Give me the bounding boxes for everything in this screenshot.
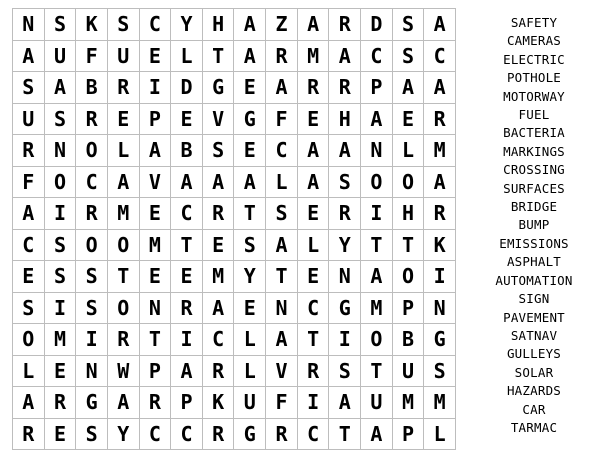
grid-cell[interactable]: S <box>424 356 456 388</box>
grid-cell[interactable]: E <box>234 135 266 167</box>
grid-cell[interactable]: O <box>76 230 108 262</box>
grid-cell[interactable]: R <box>203 419 235 451</box>
grid-cell[interactable]: T <box>171 230 203 262</box>
grid-cell[interactable]: C <box>298 293 330 325</box>
grid-cell[interactable]: H <box>393 198 425 230</box>
grid-cell[interactable]: Y <box>108 419 140 451</box>
grid-cell[interactable]: E <box>45 419 77 451</box>
grid-cell[interactable]: F <box>266 387 298 419</box>
grid-cell[interactable]: V <box>140 167 172 199</box>
grid-cell[interactable]: D <box>171 72 203 104</box>
word-list-item: HAZARDS <box>506 383 562 399</box>
grid-cell[interactable]: A <box>108 387 140 419</box>
grid-cell[interactable]: E <box>298 104 330 136</box>
word-list-item: BACTERIA <box>503 125 565 141</box>
grid-cell[interactable]: A <box>393 72 425 104</box>
word-list-item: MOTORWAY <box>503 88 565 104</box>
grid-cell[interactable]: C <box>424 41 456 73</box>
grid-cell[interactable]: A <box>266 72 298 104</box>
grid-cell[interactable]: H <box>329 104 361 136</box>
grid-cell[interactable]: E <box>234 72 266 104</box>
grid-cell[interactable]: H <box>203 9 235 41</box>
grid-cell[interactable]: C <box>13 230 45 262</box>
grid-cell[interactable]: L <box>266 167 298 199</box>
grid-cell[interactable]: S <box>76 419 108 451</box>
grid-cell[interactable]: L <box>393 135 425 167</box>
grid-cell[interactable]: I <box>45 198 77 230</box>
grid-cell[interactable]: A <box>361 261 393 293</box>
grid-cell[interactable]: M <box>45 324 77 356</box>
word-search-grid <box>12 8 456 450</box>
grid-cell[interactable]: S <box>76 261 108 293</box>
grid-cell[interactable]: R <box>266 419 298 451</box>
grid-cell[interactable]: E <box>203 230 235 262</box>
grid-cell[interactable]: C <box>171 419 203 451</box>
grid-cell[interactable]: M <box>203 261 235 293</box>
grid-cell[interactable]: Y <box>234 261 266 293</box>
word-list-item: PAVEMENT <box>503 309 565 325</box>
grid-cell[interactable]: A <box>203 167 235 199</box>
grid-cell[interactable]: T <box>329 419 361 451</box>
grid-cell[interactable]: R <box>203 198 235 230</box>
grid-cell[interactable]: I <box>424 261 456 293</box>
word-list-item: MARKINGS <box>503 143 565 159</box>
grid-cell[interactable]: T <box>393 230 425 262</box>
grid-cell[interactable]: T <box>361 356 393 388</box>
grid-cell[interactable]: M <box>424 135 456 167</box>
grid-cell[interactable]: A <box>234 41 266 73</box>
word-list-item: EMISSIONS <box>499 235 569 251</box>
grid-cell[interactable]: P <box>393 419 425 451</box>
grid-cell[interactable]: A <box>171 167 203 199</box>
word-list-item: BUMP <box>518 217 550 233</box>
grid-cell[interactable]: O <box>393 167 425 199</box>
grid-cell[interactable]: R <box>45 387 77 419</box>
grid-cell[interactable]: A <box>298 167 330 199</box>
grid-cell[interactable]: T <box>140 324 172 356</box>
grid-cell[interactable]: A <box>234 167 266 199</box>
word-list-item: SAFETY <box>510 15 558 30</box>
grid-cell[interactable]: I <box>140 72 172 104</box>
grid-cell[interactable]: E <box>298 198 330 230</box>
grid-cell[interactable]: C <box>76 167 108 199</box>
grid-cell[interactable]: I <box>361 198 393 230</box>
grid-cell[interactable]: G <box>329 293 361 325</box>
word-list-item: FUEL <box>518 107 550 123</box>
grid-cell[interactable]: C <box>298 419 330 451</box>
grid-cell[interactable]: P <box>140 356 172 388</box>
grid-cell[interactable]: M <box>108 198 140 230</box>
grid-cell[interactable]: G <box>203 72 235 104</box>
grid-cell[interactable]: V <box>266 356 298 388</box>
grid-cell[interactable]: G <box>234 419 266 451</box>
grid-cell[interactable]: A <box>266 324 298 356</box>
grid-cell[interactable]: B <box>171 135 203 167</box>
word-list-item: CROSSING <box>503 162 565 178</box>
grid-cell[interactable]: R <box>266 41 298 73</box>
grid-cell[interactable]: A <box>298 9 330 41</box>
grid-cell[interactable]: C <box>203 324 235 356</box>
grid-cell[interactable]: O <box>13 324 45 356</box>
grid-cell[interactable]: R <box>424 198 456 230</box>
grid-cell[interactable]: O <box>108 230 140 262</box>
grid-cell[interactable]: S <box>393 41 425 73</box>
grid-cell[interactable]: E <box>140 41 172 73</box>
grid-cell[interactable]: O <box>393 261 425 293</box>
grid-cell[interactable]: T <box>361 230 393 262</box>
grid-cell[interactable]: C <box>171 198 203 230</box>
grid-cell[interactable]: M <box>140 230 172 262</box>
grid-cell[interactable]: A <box>361 104 393 136</box>
grid-cell[interactable]: B <box>393 324 425 356</box>
grid-cell[interactable]: L <box>13 356 45 388</box>
grid-cell[interactable]: A <box>13 41 45 73</box>
grid-cell[interactable]: E <box>140 198 172 230</box>
grid-cell[interactable]: R <box>329 198 361 230</box>
grid-cell[interactable]: I <box>76 324 108 356</box>
grid-cell[interactable]: R <box>298 72 330 104</box>
grid-cell[interactable]: O <box>361 324 393 356</box>
word-list-item: ELECTRIC <box>503 51 565 67</box>
grid-cell[interactable]: A <box>108 167 140 199</box>
grid-cell[interactable]: A <box>329 41 361 73</box>
grid-cell[interactable]: T <box>266 261 298 293</box>
grid-cell[interactable]: S <box>203 135 235 167</box>
grid-cell[interactable]: T <box>298 324 330 356</box>
grid-cell[interactable]: P <box>393 293 425 325</box>
grid-cell[interactable]: S <box>45 104 77 136</box>
grid-cell[interactable]: S <box>76 293 108 325</box>
word-list-item: BRIDGE <box>510 199 558 215</box>
grid-cell[interactable]: O <box>108 293 140 325</box>
grid-cell[interactable]: R <box>13 419 45 451</box>
grid-cell[interactable]: A <box>234 9 266 41</box>
grid-cell[interactable]: C <box>361 41 393 73</box>
grid-cell[interactable]: C <box>140 9 172 41</box>
grid-cell[interactable]: D <box>361 9 393 41</box>
grid-cell[interactable]: R <box>108 324 140 356</box>
grid-cell[interactable]: E <box>45 356 77 388</box>
grid-cell[interactable]: R <box>13 135 45 167</box>
grid-cell[interactable]: A <box>13 198 45 230</box>
grid-cell[interactable]: E <box>171 261 203 293</box>
grid-cell[interactable]: T <box>234 198 266 230</box>
grid-cell[interactable]: F <box>13 167 45 199</box>
grid-cell[interactable]: A <box>203 293 235 325</box>
grid-cell[interactable]: U <box>13 104 45 136</box>
grid-cell[interactable]: I <box>329 324 361 356</box>
grid-cell[interactable]: E <box>13 261 45 293</box>
grid-cell[interactable]: Y <box>329 230 361 262</box>
grid-cell[interactable]: F <box>76 41 108 73</box>
grid-cell[interactable]: L <box>424 419 456 451</box>
grid-cell[interactable]: A <box>424 72 456 104</box>
grid-cell[interactable]: U <box>108 41 140 73</box>
grid-cell[interactable]: K <box>76 9 108 41</box>
grid-cell[interactable]: U <box>361 387 393 419</box>
grid-cell[interactable]: R <box>108 72 140 104</box>
grid-cell[interactable]: N <box>13 9 45 41</box>
grid-cell[interactable]: S <box>234 230 266 262</box>
grid-cell[interactable]: A <box>298 135 330 167</box>
grid-cell[interactable]: S <box>266 198 298 230</box>
grid-cell[interactable]: P <box>361 72 393 104</box>
grid-cell[interactable]: C <box>140 419 172 451</box>
grid-cell[interactable]: F <box>266 104 298 136</box>
grid-cell[interactable]: N <box>329 261 361 293</box>
word-list-item: POTHOLE <box>506 70 562 86</box>
grid-cell[interactable]: L <box>234 324 266 356</box>
grid-cell[interactable]: I <box>171 324 203 356</box>
grid-cell[interactable]: Z <box>266 9 298 41</box>
word-list-item: SOLAR <box>514 364 554 380</box>
grid-cell[interactable]: R <box>140 387 172 419</box>
grid-cell[interactable]: K <box>203 387 235 419</box>
grid-cell[interactable]: E <box>393 104 425 136</box>
grid-cell[interactable]: N <box>76 356 108 388</box>
grid-cell[interactable]: K <box>424 230 456 262</box>
grid-cell[interactable]: U <box>393 356 425 388</box>
grid-cell[interactable]: R <box>424 104 456 136</box>
grid-cell[interactable]: S <box>13 293 45 325</box>
grid-cell[interactable]: E <box>234 293 266 325</box>
word-list-item: GULLEYS <box>506 346 562 362</box>
grid-cell[interactable]: R <box>329 9 361 41</box>
grid-cell[interactable]: A <box>329 135 361 167</box>
word-list-item: AUTOMATION <box>495 272 573 288</box>
grid-cell[interactable]: M <box>424 387 456 419</box>
grid-cell[interactable]: A <box>424 9 456 41</box>
grid-cell[interactable]: R <box>76 104 108 136</box>
grid-cell[interactable]: I <box>298 387 330 419</box>
grid-cell[interactable]: N <box>361 135 393 167</box>
grid-cell[interactable]: P <box>171 387 203 419</box>
grid-cell[interactable]: U <box>45 41 77 73</box>
word-list-item: TARMAC <box>510 419 558 435</box>
grid-cell[interactable]: S <box>329 356 361 388</box>
grid-cell[interactable]: L <box>234 356 266 388</box>
grid-cell[interactable]: E <box>171 104 203 136</box>
grid-cell[interactable]: S <box>329 167 361 199</box>
word-list-item: SATNAV <box>510 327 558 343</box>
grid-cell[interactable]: N <box>45 135 77 167</box>
grid-cell[interactable]: N <box>266 293 298 325</box>
grid-cell[interactable]: R <box>76 198 108 230</box>
grid-cell[interactable]: E <box>108 104 140 136</box>
grid-cell[interactable]: G <box>234 104 266 136</box>
grid-cell[interactable]: E <box>140 261 172 293</box>
grid-cell[interactable]: L <box>108 135 140 167</box>
grid-cell[interactable]: R <box>298 356 330 388</box>
grid-cell[interactable]: M <box>361 293 393 325</box>
grid-cell[interactable]: S <box>393 9 425 41</box>
grid-cell[interactable]: A <box>361 419 393 451</box>
grid-cell[interactable]: O <box>76 135 108 167</box>
grid-cell[interactable]: B <box>76 72 108 104</box>
grid-cell[interactable]: N <box>424 293 456 325</box>
grid-cell[interactable]: Y <box>171 9 203 41</box>
grid-cell[interactable]: M <box>393 387 425 419</box>
grid-cell[interactable]: A <box>171 356 203 388</box>
grid-cell[interactable]: A <box>266 230 298 262</box>
grid-cell[interactable]: S <box>108 9 140 41</box>
grid-cell[interactable]: S <box>45 9 77 41</box>
word-list-item: ASPHALT <box>506 254 562 270</box>
grid-cell[interactable]: R <box>329 72 361 104</box>
grid-cell[interactable]: R <box>203 356 235 388</box>
grid-cell[interactable]: G <box>424 324 456 356</box>
grid-cell[interactable]: T <box>108 261 140 293</box>
grid-cell[interactable]: O <box>361 167 393 199</box>
grid-cell[interactable]: S <box>13 72 45 104</box>
grid-cell[interactable]: I <box>45 293 77 325</box>
word-list <box>484 14 584 437</box>
grid-cell[interactable]: C <box>266 135 298 167</box>
grid-cell[interactable]: A <box>45 72 77 104</box>
grid-cell[interactable]: A <box>329 387 361 419</box>
word-list-item: SIGN <box>518 291 550 307</box>
grid-cell[interactable]: A <box>140 135 172 167</box>
grid-cell[interactable]: L <box>171 41 203 73</box>
grid-cell[interactable]: S <box>45 230 77 262</box>
grid-cell[interactable]: A <box>13 387 45 419</box>
word-list-item: CAMERAS <box>506 33 562 49</box>
grid-cell[interactable]: G <box>76 387 108 419</box>
grid-cell[interactable]: R <box>171 293 203 325</box>
grid-cell[interactable]: U <box>234 387 266 419</box>
grid-cell[interactable]: P <box>140 104 172 136</box>
grid-cell[interactable]: N <box>140 293 172 325</box>
grid-cell[interactable]: O <box>45 167 77 199</box>
grid-cell[interactable]: S <box>45 261 77 293</box>
grid-cell[interactable]: L <box>298 230 330 262</box>
grid-cell[interactable]: T <box>203 41 235 73</box>
grid-cell[interactable]: E <box>298 261 330 293</box>
grid-cell[interactable]: V <box>203 104 235 136</box>
grid-cell[interactable]: W <box>108 356 140 388</box>
word-list-item: CAR <box>522 401 546 417</box>
grid-cell[interactable]: M <box>298 41 330 73</box>
grid-cell[interactable]: A <box>424 167 456 199</box>
word-list-item: SURFACES <box>503 180 565 196</box>
